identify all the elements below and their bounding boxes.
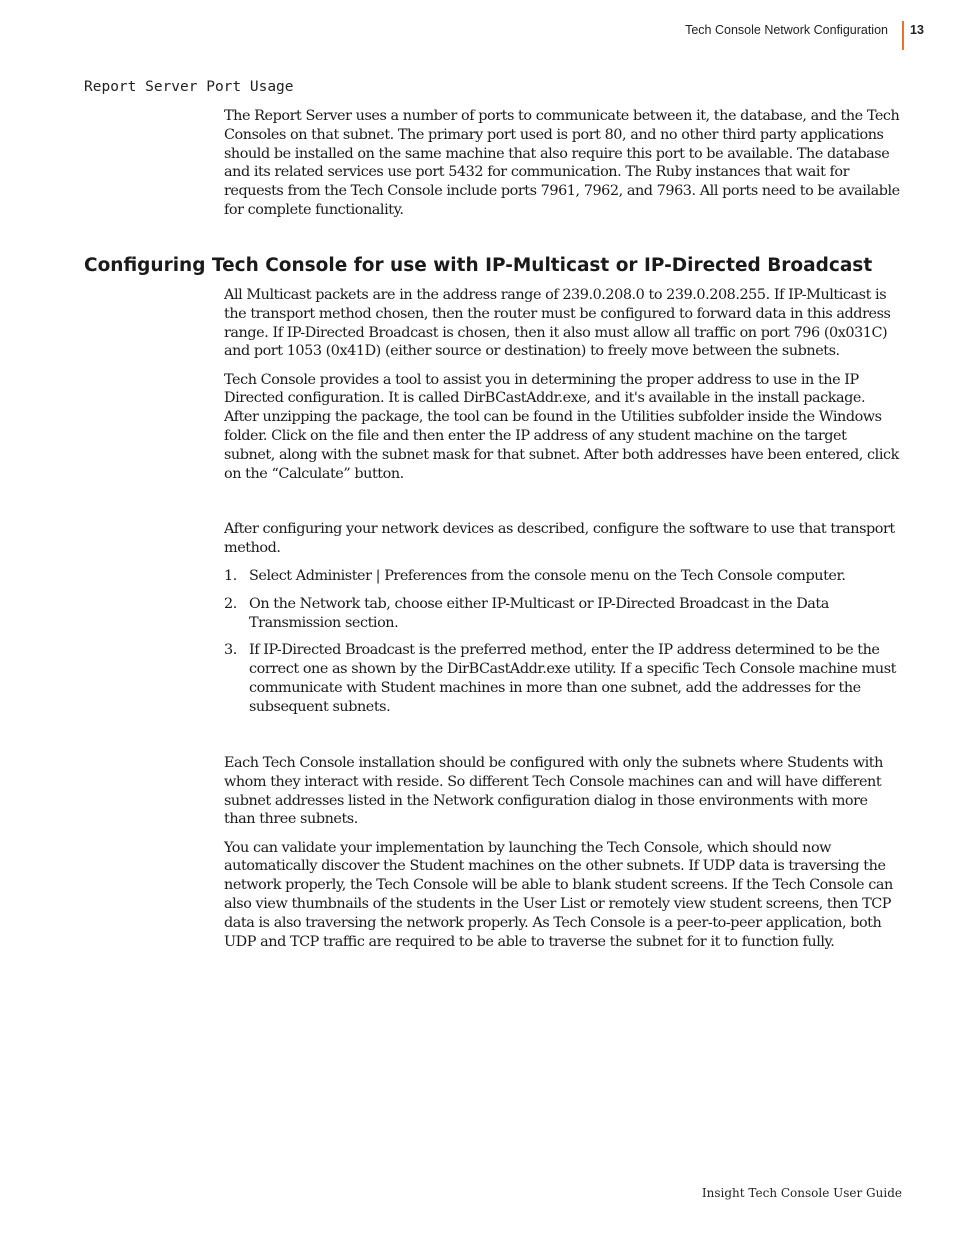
header-divider-bar — [902, 21, 904, 50]
step-number: 1. — [224, 568, 237, 585]
step-text: Select Administer | Preferences from the console menu on the Tech Console computer. — [249, 568, 846, 585]
running-header-title: Tech Console Network Configuration — [685, 23, 888, 37]
multicast-body-part3 — [224, 754, 900, 961]
page-footer: Insight Tech Console User Guide — [701, 1186, 902, 1200]
multicast-body-part1 — [224, 286, 900, 493]
list-item — [224, 641, 900, 716]
step-number: 2. — [224, 595, 237, 612]
multicast-paragraph-4: Each Tech Console installation should be configured with only the subnets where Students with whom they interact with reside. So different Tech Console machines can and will have different subnet addresses listed in the Network configuration dialog in those environments with more than three subnets. — [224, 755, 883, 828]
multicast-paragraph-2: Tech Console provides a tool to assist you in determining the proper address to use in the IP Directed configuration. It is called DirBCastAddr.exe, and it's available in the install package. After unzipping the package, the tool can be found in the Utilities subfolder inside the Windows folder. Click on the file and then enter the IP address of any student machine on the target subnet, along with the subnet mask for that subnet. After both addresses have been entered, click on the “Calculate” button. — [224, 371, 899, 482]
list-item — [224, 567, 900, 586]
configuration-steps-list — [224, 567, 900, 717]
list-item — [224, 595, 900, 633]
page-number: 13 — [910, 23, 924, 37]
multicast-paragraph-5: You can validate your implementation by launching the Tech Console, which should now automatically discover the Student machines on the other subnets. If UDP data is traversing the network properly, the Tech Console will be able to blank student screens. If the Tech Console can also view thumbnails of the students in the User List or remotely view student screens, then TCP data is also traversing the network properly. As Tech Console is a peer-to-peer application, both UDP and TCP traffic are required to be able to traverse the subnet for it to function fully. — [224, 839, 893, 950]
step-text: If IP-Directed Broadcast is the preferred method, enter the IP address determined to be the correct one as shown by the DirBCastAddr.exe utility. If a specific Tech Console machine must communicate with Student machines in more than one subnet, add the addresses for the subsequent subnets. — [249, 642, 896, 715]
multicast-paragraph-3: After configuring your network devices as described, configure the software to use that transport method. — [224, 521, 895, 556]
section-heading: Configuring Tech Console for use with IP-Multicast or IP-Directed Broadcast — [84, 255, 873, 276]
multicast-paragraph-1: All Multicast packets are in the address range of 239.0.208.0 to 239.0.208.255. If IP-Multicast is the transport method chosen, then the router must be configured to forward data in this address range. If IP-Directed Broadcast is chosen, then it also must allow all traffic on port 796 (0x031C) and port 1053 (0x41D) (either source or destination) to freely move between the subnets. — [224, 287, 891, 360]
step-number: 3. — [224, 642, 237, 659]
report-server-paragraph: The Report Server uses a number of ports to communicate between it, the database, and the Tech Consoles on that subnet. The primary port used is port 80, and no other third party applications should be installed on the same machine that also require this port to be available. The database and its related services use port 5432 for communication. The Ruby instances that wait for requests from the Tech Console include ports 7961, 7962, and 7963. All ports need to be available for complete functionality. — [224, 108, 900, 218]
report-server-subheading: Report Server Port Usage — [84, 79, 294, 95]
multicast-body-part2 — [224, 520, 900, 726]
page-header — [0, 23, 954, 53]
step-text: On the Network tab, choose either IP-Multicast or IP-Directed Broadcast in the Data Transmission section. — [249, 595, 829, 631]
report-server-body — [224, 107, 900, 229]
